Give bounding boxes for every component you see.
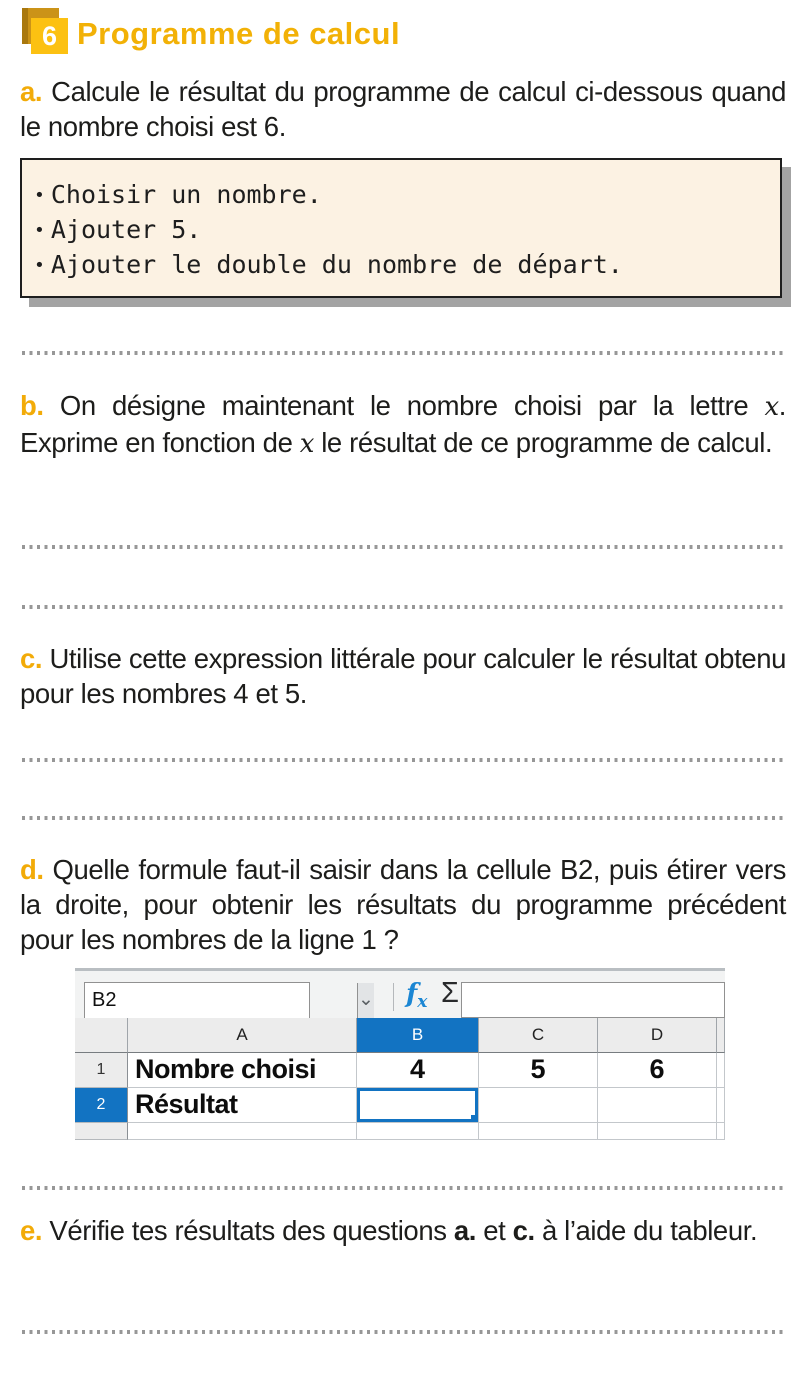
bullet-icon: • <box>34 185 45 206</box>
corner-header-cell[interactable] <box>75 1018 128 1053</box>
answer-dotted-line <box>22 605 785 609</box>
cell-partial <box>717 1053 725 1088</box>
question-b-text-1: On désigne maintenant le nombre choisi par la lettre <box>59 390 765 421</box>
calculation-program-box <box>20 158 782 298</box>
question-e-ref-a: a. <box>453 1215 476 1246</box>
column-header-C[interactable]: C <box>479 1018 598 1053</box>
answer-dotted-line <box>22 1330 785 1334</box>
cell-C3[interactable] <box>479 1123 598 1140</box>
question-d <box>20 852 786 957</box>
question-e-label: e. <box>20 1215 43 1246</box>
program-step-3 <box>34 248 770 283</box>
question-c <box>20 641 786 711</box>
question-a-label: a. <box>20 76 43 107</box>
question-c-label: c. <box>20 643 43 674</box>
question-e <box>20 1213 786 1248</box>
table-row <box>75 1123 725 1140</box>
sum-sigma-icon[interactable]: Σ <box>441 977 459 1009</box>
spreadsheet-toolbar <box>75 968 725 1018</box>
column-header-A[interactable]: A <box>128 1018 357 1053</box>
program-step-2-text: Ajouter 5. <box>50 215 202 244</box>
program-step-1-text: Choisir un nombre. <box>50 180 322 209</box>
cell-C2[interactable] <box>479 1088 598 1123</box>
formula-bar-input[interactable] <box>461 982 725 1018</box>
question-b <box>20 388 786 462</box>
question-d-label: d. <box>20 854 44 885</box>
cell-B3[interactable] <box>357 1123 479 1140</box>
question-e-text-1: Vérifie tes résultats des questions <box>49 1215 454 1246</box>
variable-x: x <box>764 392 779 422</box>
page-title: Programme de calcul <box>77 16 401 51</box>
question-b-text-3: le résultat de ce programme de calcul. <box>313 427 773 458</box>
answer-dotted-line <box>22 545 785 549</box>
column-header-B[interactable]: B <box>357 1018 479 1053</box>
question-c-text: Utilise cette expression littérale pour calculer le résultat obtenu pour les nombres 4 et 5. <box>20 643 787 709</box>
answer-dotted-line <box>22 351 785 355</box>
exercise-header <box>20 6 785 58</box>
program-step-1 <box>34 178 770 213</box>
variable-x: x <box>299 429 314 459</box>
selection-fill-handle[interactable] <box>471 1115 479 1123</box>
cell-D3[interactable] <box>598 1123 717 1140</box>
program-step-2 <box>34 213 770 248</box>
toolbar-separator <box>393 983 394 1011</box>
bullet-icon: • <box>34 255 45 276</box>
question-e-text-2: et <box>475 1215 513 1246</box>
answer-dotted-line <box>22 758 785 762</box>
spreadsheet-screenshot <box>75 968 725 1140</box>
question-b-label: b. <box>20 390 44 421</box>
column-header-partial <box>717 1018 725 1053</box>
cell-D1[interactable]: 6 <box>598 1053 717 1088</box>
fx-f-glyph: f <box>406 979 418 1009</box>
question-a-text: Calcule le résultat du programme de calcul ci-dessous quand le nombre choisi est 6. <box>20 76 786 142</box>
row-header-3[interactable] <box>75 1123 128 1140</box>
answer-dotted-line <box>22 816 785 820</box>
table-row <box>75 1053 725 1088</box>
table-row <box>75 1088 725 1123</box>
cell-A2[interactable]: Résultat <box>128 1088 357 1123</box>
function-wizard-icon[interactable] <box>406 979 427 1012</box>
fx-x-glyph: x <box>417 992 428 1012</box>
column-header-row <box>75 1018 725 1053</box>
question-a <box>20 74 786 144</box>
spreadsheet-grid <box>75 1018 725 1140</box>
column-header-D[interactable]: D <box>598 1018 717 1053</box>
question-e-text-3: à l’aide du tableur. <box>534 1215 758 1246</box>
answer-dotted-line <box>22 1186 785 1190</box>
cell-C1[interactable]: 5 <box>479 1053 598 1088</box>
cell-A3[interactable] <box>128 1123 357 1140</box>
cell-A1[interactable]: Nombre choisi <box>128 1053 357 1088</box>
program-step-3-text: Ajouter le double du nombre de départ. <box>50 250 623 279</box>
row-header-1[interactable]: 1 <box>75 1053 128 1088</box>
question-e-ref-c: c. <box>512 1215 535 1246</box>
question-d-text: Quelle formule faut-il saisir dans la cellule B2, puis étirer vers la droite, pour obtenir les résultats du programme précédent pour les nombres de la ligne 1 ? <box>20 854 786 955</box>
cell-name-box[interactable] <box>84 982 374 1019</box>
cell-D2[interactable] <box>598 1088 717 1123</box>
exercise-number-badge: 6 <box>31 18 68 54</box>
cell-B2-selected[interactable] <box>357 1088 479 1123</box>
cell-partial <box>717 1088 725 1123</box>
cell-B1[interactable]: 4 <box>357 1053 479 1088</box>
chevron-down-icon: ⌄ <box>358 989 374 1010</box>
bullet-icon: • <box>34 220 45 241</box>
cell-partial <box>717 1123 725 1140</box>
cell-name-input[interactable] <box>85 983 357 1018</box>
name-box-dropdown-button[interactable] <box>357 983 374 1018</box>
question-b-text-2: . Exprime en fonction de <box>20 390 786 458</box>
row-header-2[interactable]: 2 <box>75 1088 128 1123</box>
